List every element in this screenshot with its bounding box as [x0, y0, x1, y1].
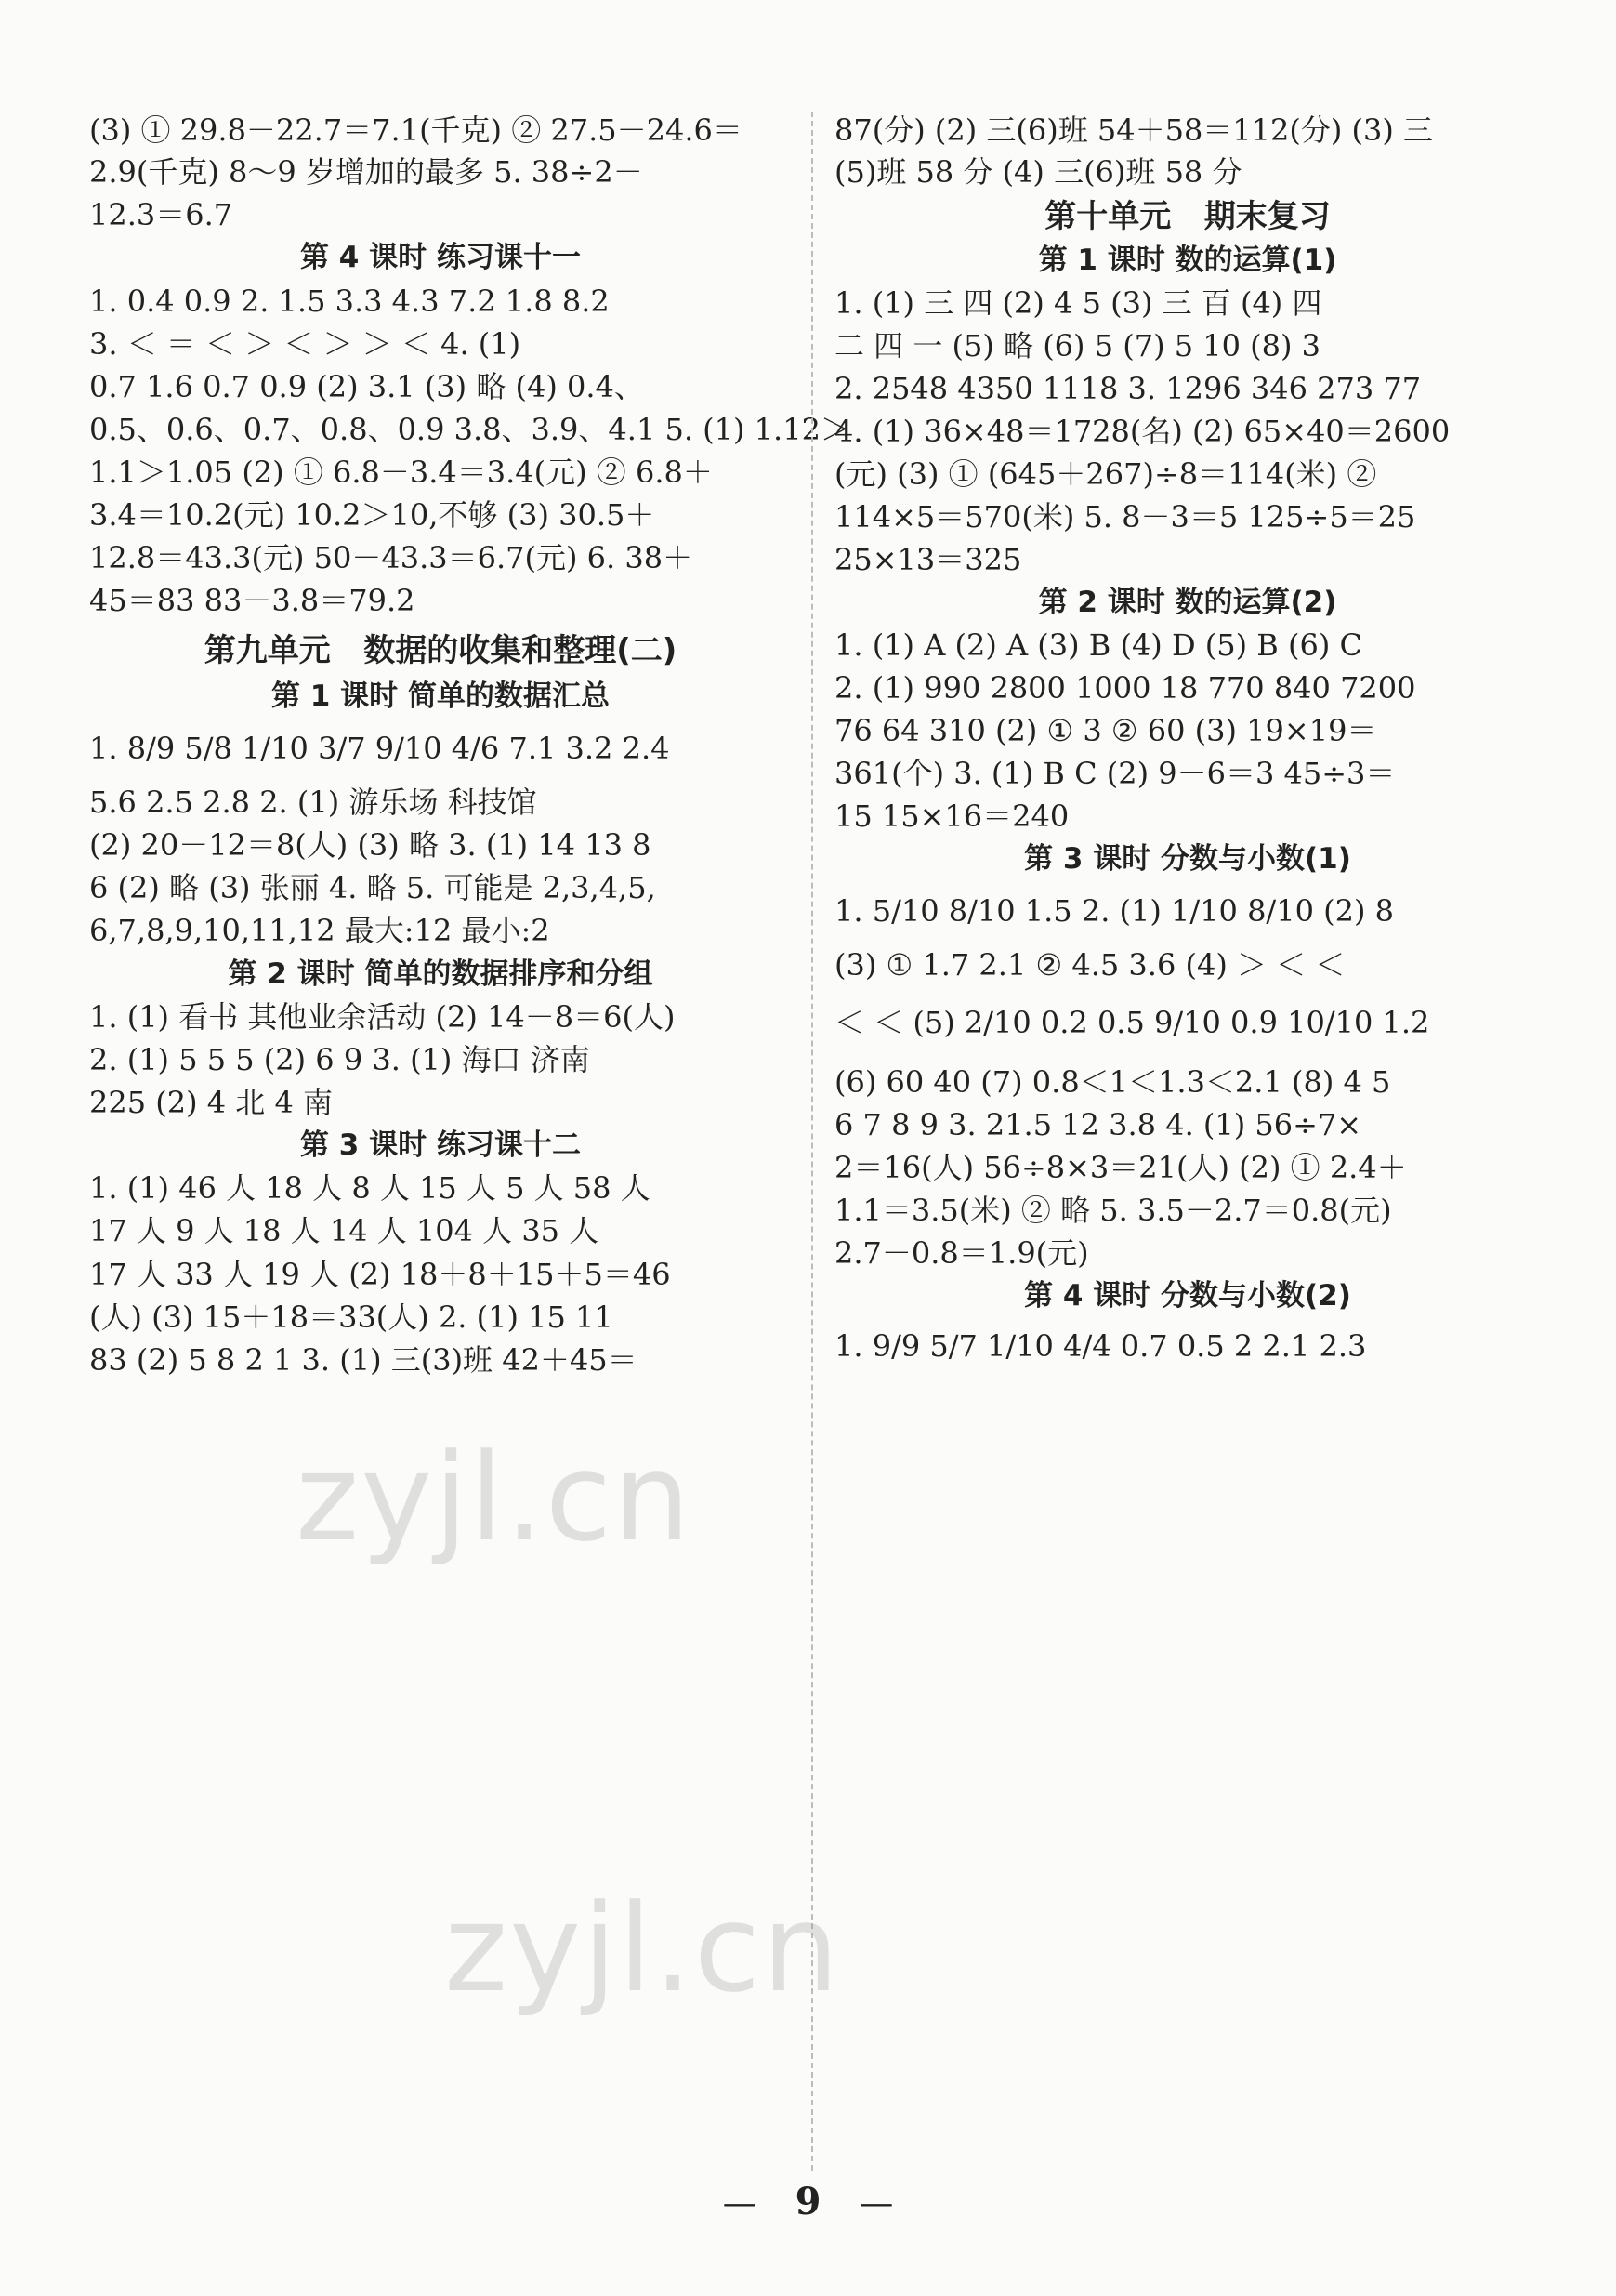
answer-line: (3) ① 29.8－22.7＝7.1(千克) ② 27.5－24.6＝ — [89, 112, 742, 148]
answer-line: 1. 5/10 8/10 1.5 2. (1) 1/10 8/10 (2) 8 — [834, 893, 1394, 929]
answer-line: (5)班 58 分 (4) 三(6)班 58 分 — [834, 154, 1242, 190]
answer-line: 114×5＝570(米) 5. 8－3＝5 125÷5＝25 — [834, 499, 1416, 534]
answer-line: 6 7 8 9 3. 21.5 12 3.8 4. (1) 56÷7× — [834, 1107, 1362, 1142]
answer-line: 1. (1) 三 四 (2) 4 5 (3) 三 百 (4) 四 — [834, 285, 1322, 321]
answer-line: 361(个) 3. (1) B C (2) 9－6＝3 45÷3＝ — [834, 756, 1396, 791]
footer-dash: — — [722, 2184, 756, 2223]
answer-line: 6 (2) 略 (3) 张丽 4. 略 5. 可能是 2,3,4,5, — [89, 870, 656, 905]
answer-line: 2.7－0.8＝1.9(元) — [834, 1235, 1089, 1271]
answer-line: 76 64 310 (2) ① 3 ② 60 (3) 19×19＝ — [834, 713, 1377, 748]
answer-line: 87(分) (2) 三(6)班 54＋58＝112(分) (3) 三 — [834, 112, 1434, 148]
answer-line: 12.3＝6.7 — [89, 197, 233, 232]
answer-line: 45＝83 83－3.8＝79.2 — [89, 583, 415, 618]
lesson-heading: 第 4 课时 分数与小数(2) — [1024, 1279, 1351, 1313]
lesson-heading: 第 1 课时 简单的数据汇总 — [271, 680, 610, 713]
answer-line: 1.1＝3.5(米) ② 略 5. 3.5－2.7＝0.8(元) — [834, 1193, 1392, 1228]
answer-line: 3.4＝10.2(元) 10.2＞10,不够 (3) 30.5＋ — [89, 497, 655, 533]
answer-line: 83 (2) 5 8 2 1 3. (1) 三(3)班 42＋45＝ — [89, 1342, 637, 1378]
answer-line: 25×13＝325 — [834, 542, 1022, 577]
answer-line: 17 人 9 人 18 人 14 人 104 人 35 人 — [89, 1213, 599, 1248]
answer-line: 4. (1) 36×48＝1728(名) (2) 65×40＝2600 — [834, 414, 1451, 449]
answer-line: 2. 2548 4350 1118 3. 1296 346 273 77 — [834, 371, 1422, 406]
answer-line: 1. (1) A (2) A (3) B (4) D (5) B (6) C — [834, 627, 1362, 663]
answer-line: (元) (3) ① (645＋267)÷8＝114(米) ② — [834, 456, 1377, 492]
column-divider — [811, 112, 813, 2171]
answer-line: ＜ ＜ (5) 2/10 0.2 0.5 9/10 0.9 10/10 1.2 — [834, 1005, 1430, 1040]
answer-line: 1.1＞1.05 (2) ① 6.8－3.4＝3.4(元) ② 6.8＋ — [89, 455, 713, 490]
footer-dash: — — [860, 2184, 894, 2223]
answer-line: 1. (1) 46 人 18 人 8 人 15 人 5 人 58 人 — [89, 1170, 650, 1206]
page-number: 9 — [795, 2180, 821, 2223]
lesson-heading: 第 4 课时 练习课十一 — [300, 241, 581, 274]
answer-line: 1. (1) 看书 其他业余活动 (2) 14－8＝6(人) — [89, 999, 676, 1035]
lesson-heading: 第 2 课时 数的运算(2) — [1038, 586, 1337, 619]
page-footer — [0, 2180, 1616, 2223]
answer-line: 2. (1) 990 2800 1000 18 770 840 7200 — [834, 670, 1416, 706]
watermark: zyjl.cn — [296, 1427, 692, 1568]
answer-line: 1. 8/9 5/8 1/10 3/7 9/10 4/6 7.1 3.2 2.4 — [89, 731, 670, 766]
answer-line: 0.7 1.6 0.7 0.9 (2) 3.1 (3) 略 (4) 0.4、 — [89, 369, 644, 404]
answer-line: 5.6 2.5 2.8 2. (1) 游乐场 科技馆 — [89, 785, 537, 820]
unit-heading: 第十单元 期末复习 — [1044, 198, 1331, 235]
answer-line: 15 15×16＝240 — [834, 798, 1070, 834]
answer-line: 2. (1) 5 5 5 (2) 6 9 3. (1) 海口 济南 — [89, 1042, 590, 1077]
watermark: zyjl.cn — [444, 1878, 841, 2019]
answer-line: 225 (2) 4 北 4 南 — [89, 1085, 333, 1120]
answer-line: 1. 9/9 5/7 1/10 4/4 0.7 0.5 2 2.1 2.3 — [834, 1328, 1367, 1364]
answer-line: (人) (3) 15＋18＝33(人) 2. (1) 15 11 — [89, 1300, 613, 1335]
answer-line: 12.8＝43.3(元) 50－43.3＝6.7(元) 6. 38＋ — [89, 540, 693, 575]
answer-line: (2) 20－12＝8(人) (3) 略 3. (1) 14 13 8 — [89, 827, 651, 863]
answer-line: 1. 0.4 0.9 2. 1.5 3.3 4.3 7.2 1.8 8.2 — [89, 284, 610, 319]
answer-line: 2＝16(人) 56÷8×3＝21(人) (2) ① 2.4＋ — [834, 1150, 1407, 1185]
answer-line: (6) 60 40 (7) 0.8＜1＜1.3＜2.1 (8) 4 5 — [834, 1064, 1391, 1100]
lesson-heading: 第 1 课时 数的运算(1) — [1038, 244, 1337, 277]
lesson-heading: 第 3 课时 分数与小数(1) — [1024, 842, 1351, 876]
unit-heading: 第九单元 数据的收集和整理(二) — [204, 632, 677, 669]
lesson-heading: 第 3 课时 练习课十二 — [300, 1128, 581, 1162]
answer-line: (3) ① 1.7 2.1 ② 4.5 3.6 (4) ＞ ＜ ＜ — [834, 947, 1346, 983]
answer-line: 17 人 33 人 19 人 (2) 18＋8＋15＋5＝46 — [89, 1257, 671, 1292]
answer-line: 6,7,8,9,10,11,12 最大:12 最小:2 — [89, 913, 550, 948]
answer-line: 3. ＜ ＝ ＜ ＞ ＜ ＞ ＞ ＜ 4. (1) — [89, 326, 521, 362]
answer-line: 二 四 一 (5) 略 (6) 5 (7) 5 10 (8) 3 — [834, 328, 1321, 363]
answer-line: 2.9(千克) 8～9 岁增加的最多 5. 38÷2－ — [89, 154, 643, 190]
lesson-heading: 第 2 课时 简单的数据排序和分组 — [228, 957, 653, 991]
answer-line: 0.5、0.6、0.7、0.8、0.9 3.8、3.9、4.1 5. (1) 1.12＞ — [89, 412, 850, 447]
